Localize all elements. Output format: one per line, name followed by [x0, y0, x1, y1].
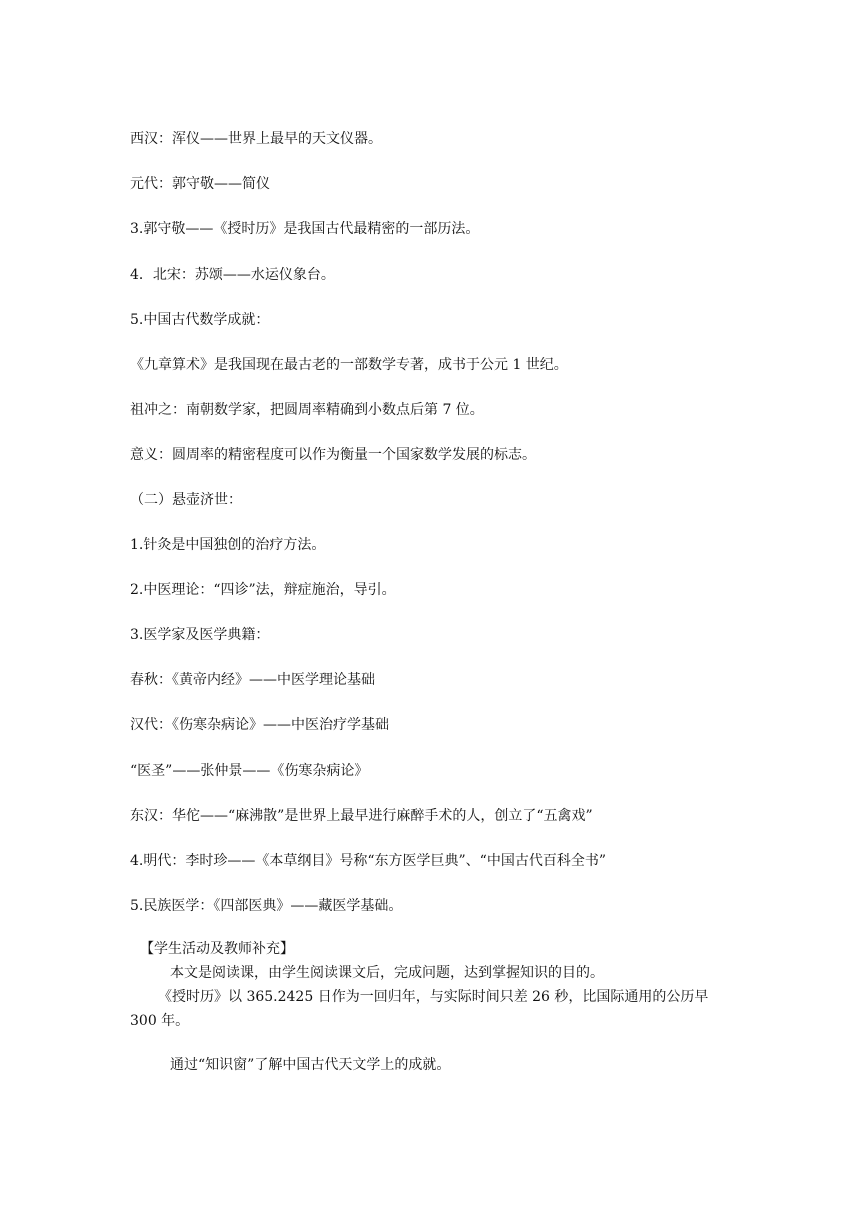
text-line: 3.郭守敬——《授时历》是我国古代最精密的一部历法。	[130, 221, 480, 237]
activity-paragraph: 本文是阅读课，由学生阅读课文后，完成问题，达到掌握知识的目的。	[170, 965, 604, 981]
text-line: 祖冲之：南朝数学家，把圆周率精确到小数点后第 7 位。	[130, 402, 484, 418]
text-line: 汉代：《伤寒杂病论》——中医治疗学基础	[130, 717, 389, 733]
text-line: 2.中医理论：“四诊”法，辩症施治，导引。	[130, 582, 396, 598]
text-line: 5.中国古代数学成就：	[130, 312, 270, 328]
activity-paragraph: 《授时历》以 365.2425 日作为一回归年，与实际时间只差 26 秒，比国际通用的公历早	[158, 989, 709, 1005]
text-line: 4.明代：李时珍——《本草纲目》号称“东方医学巨典”、“中国古代百科全书”	[130, 853, 606, 869]
text-line: （二）悬壶济世：	[130, 492, 242, 508]
text-line: 3.医学家及医学典籍：	[130, 627, 270, 643]
text-line: 东汉：华佗——“麻沸散”是世界上最早进行麻醉手术的人，创立了“五禽戏”	[130, 808, 593, 824]
text-line: “医圣”——张仲景——《伤寒杂病论》	[130, 763, 369, 779]
text-line: 《九章算术》是我国现在最古老的一部数学专著，成书于公元 1 世纪。	[130, 357, 568, 373]
activity-paragraph: 通过“知识窗”了解中国古代天文学上的成就。	[170, 1057, 451, 1073]
text-line: 4．北宋：苏颂——水运仪象台。	[130, 267, 335, 283]
text-line: 意义：圆周率的精密程度可以作为衡量一个国家数学发展的标志。	[130, 447, 536, 463]
activity-paragraph-continuation: 300 年。	[130, 1013, 190, 1029]
text-line: 春秋：《黄帝内经》——中医学理论基础	[130, 672, 375, 688]
text-line: 5.民族医学：《四部医典》——藏医学基础。	[130, 898, 403, 914]
text-line: 1.针灸是中国独创的治疗方法。	[130, 537, 326, 553]
text-line: 西汉：浑仪——世界上最早的天文仪器。	[130, 131, 382, 147]
text-line: 元代：郭守敬——简仪	[130, 176, 270, 192]
activity-heading: 【学生活动及教师补充】	[140, 941, 294, 957]
